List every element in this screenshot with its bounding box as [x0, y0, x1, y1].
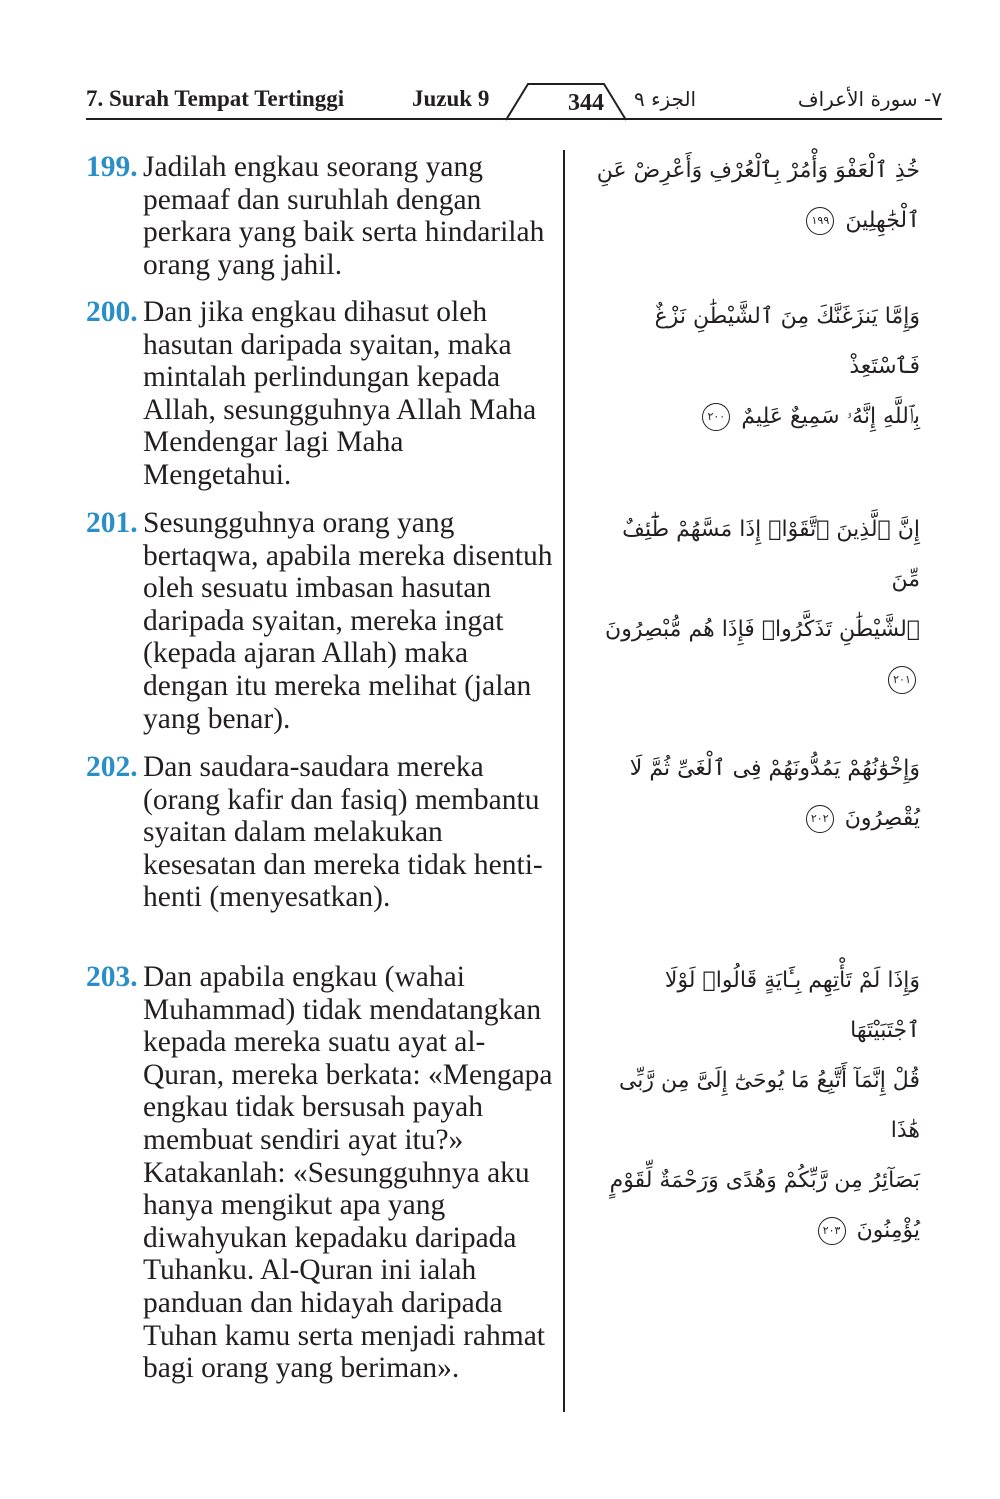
- verse-number: 200.: [86, 296, 138, 328]
- arabic-line: خُذِ ٱلْعَفْوَ وَأْمُرْ بِٱلْعُرْفِ وَأَعْرِضْ عَنِ: [596, 158, 920, 183]
- arabic-line: يُقْصِرُونَ: [844, 806, 920, 831]
- ayah-end-marker: ١٩٩: [806, 207, 834, 235]
- verse-text: Dan apabila engkau (wahai Muhammad) tidak mendatangkan kepada mereka suatu ayat al-Quran, mereka berkata: «Mengapa engkau tidak bersusah payah membuat sendiri ayat itu?» Katakanlah: «Sesungguhnya aku hanya mengikut apa yang diwahyukan kepadaku daripada Tuhanku. Al-Quran ini ialah panduan dan hidayah daripada Tuhan kamu serta menjadi rahmat bagi orang yang beriman».: [143, 961, 553, 1385]
- verse-text: Dan saudara-saudara mereka (orang kafir dan fasiq) membantu syaitan dalam melakukan kesesatan dan mereka tidak henti-henti (menyesatkan).: [143, 751, 543, 914]
- ayah-end-marker: ٢٠٢: [806, 805, 834, 833]
- verse-number: 202.: [86, 751, 138, 783]
- arabic-surah-title: ٧- سورة الأعراف: [797, 87, 942, 111]
- arabic-line: بِٱللَّهِ إِنَّهُۥ سَمِيعٌ عَلِيمٌ: [741, 404, 920, 429]
- arabic-line: إِنَّ ٱلَّذِينَ ٱتَّقَوْا۟ إِذَا مَسَّهُمْ طَٰٓئِفٌ مِّنَ: [622, 517, 920, 592]
- verse-arabic: [590, 292, 920, 442]
- arabic-line: وَإِذَا لَمْ تَأْتِهِم بِـَٔايَةٍ قَالُوا۟ لَوْلَا ٱجْتَبَيْتَهَا: [664, 968, 920, 1043]
- juz-label: Juzuk 9: [412, 86, 490, 111]
- arabic-juz-label: الجزء ٩: [634, 87, 697, 111]
- surah-title: 7. Surah Tempat Tertinggi: [86, 86, 345, 111]
- arabic-line: وَإِمَّا يَنزَغَنَّكَ مِنَ ٱلشَّيْطَٰنِ نَزْغٌ فَٱسْتَعِذْ: [654, 304, 920, 379]
- arabic-line: قُلْ إِنَّمَآ أَتَّبِعُ مَا يُوحَىٰٓ إِلَىَّ مِن رَّبِّى هَٰذَا: [618, 1068, 920, 1143]
- ayah-end-marker: ٢٠٣: [818, 1217, 846, 1245]
- verse-arabic: [590, 505, 920, 705]
- verse-translation: [86, 296, 556, 492]
- verse-translation: [86, 961, 556, 1385]
- verse-text: Sesungguhnya orang yang bertaqwa, apabila mereka disentuh oleh sesuatu imbasan hasutan daripada syaitan, mereka ingat (kepada ajaran Allah) maka dengan itu mereka melihat (jalan yang benar).: [143, 507, 553, 735]
- ayah-end-marker: ٢٠٠: [702, 403, 730, 431]
- verse-text: Jadilah engkau seorang yang pemaaf dan suruhlah dengan perkara yang baik serta hindarilah orang yang jahil.: [143, 151, 545, 281]
- verse-text: Dan jika engkau dihasut oleh hasutan daripada syaitan, maka mintalah perlindungan kepada Allah, sesungguhnya Allah Maha Mendengar lagi Maha Mengetahui.: [143, 296, 537, 491]
- verse-arabic: [590, 956, 920, 1256]
- verse-translation: [86, 507, 556, 735]
- verse-translation: [86, 151, 556, 281]
- verse-number: 203.: [86, 961, 138, 993]
- ayah-end-marker: ٢٠١: [888, 666, 916, 694]
- page-header: [86, 78, 942, 122]
- arabic-line: ٱلْجَٰهِلِينَ: [845, 208, 920, 233]
- column-divider: [563, 150, 565, 1412]
- arabic-line: ٱلشَّيْطَٰنِ تَذَكَّرُوا۟ فَإِذَا هُم مُّبْصِرُونَ: [605, 617, 920, 642]
- arabic-line: يُؤْمِنُونَ: [856, 1218, 920, 1243]
- verse-number: 201.: [86, 507, 138, 539]
- verse-translation: [86, 751, 556, 914]
- header-rule: [86, 118, 942, 120]
- page-number: 344: [568, 90, 604, 116]
- verse-arabic: [590, 744, 920, 844]
- verse-number: 199.: [86, 151, 138, 183]
- arabic-line: وَإِخْوَٰنُهُمْ يَمُدُّونَهُمْ فِى ٱلْغَىِّ ثُمَّ لَا: [629, 756, 920, 781]
- verse-arabic: [590, 146, 920, 246]
- arabic-line: بَصَآئِرُ مِن رَّبِّكُمْ وَهُدًى وَرَحْمَةٌ لِّقَوْمٍ: [609, 1168, 920, 1193]
